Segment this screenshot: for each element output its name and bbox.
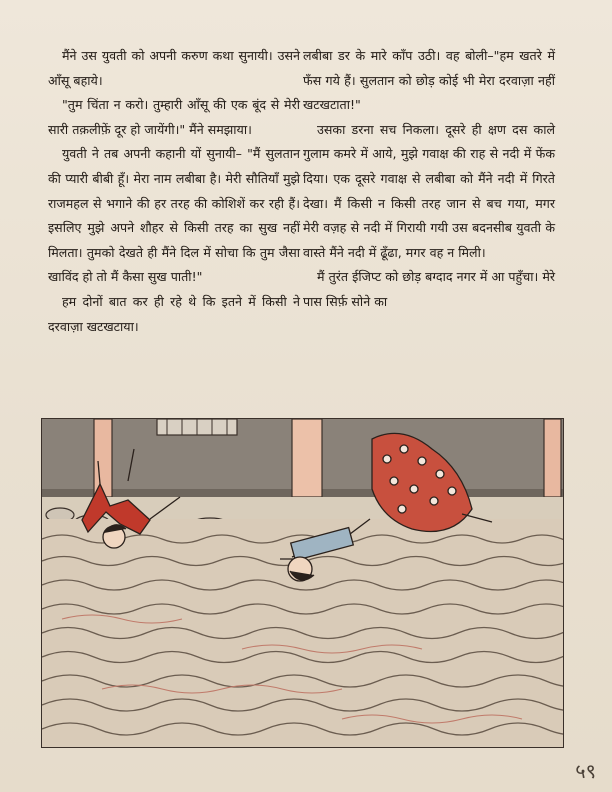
page-number: ५९ [575,759,596,783]
left-text-column [48,44,300,339]
paragraph: "तुम चिंता न करो। तुम्हारी आँसू की एक बूंद से मेरी सारी तक़लीफ़ें दूर हो जायेंगी।" मैंने समझाया। [48,97,300,137]
story-illustration [41,418,564,748]
paragraph: मैंने उस युवती को अपनी करुण कथा सुनायी। उसने आँसू बहाये। [48,48,300,88]
pillar [544,419,561,497]
river-scene-drawing [42,419,563,747]
paragraph: मैं तुरंत ईजिप्ट को छोड़ बग्दाद नगर में आ पहुँचा। मेरे पास सिर्फ़ सोने का [303,269,555,309]
pillar [94,419,112,497]
paragraph: युवती ने तब अपनी कहानी यों सुनायी– "मैं सुलतान की प्यारी बीबी हूँ। मेरा नाम लबीबा है। मेरी सौतियाँ मुझे राजमहल से भगाने की हर तरह की कोशिशें कर रही हैं। इसलिए मुझे अपने शौहर से किसी तरह का सुख नहीं मिलता। तुमको देखते ही मैंने दिल में सोचा कि तुम जैसा खाविंद हो तो मैं कैसा सुख पाती!" [48,146,300,285]
paragraph: उसका डरना सच निकला। दूसरे ही क्षण दस काले गुलाम कमरे में आये, मुझे गवाक्ष की राह से नदी में फेंक दिया। एक दूसरे गवाक्ष से लबीबा को मैंने नदी में गिरते देखा। मैं किसी न किसी तरह जान से बच गया, मगर मेरी वज़ह से नदी में गिरायी गयी उस बदनसीब युवती के वास्ते मैंने नदी में ढूँढा, मगर वह न मिली। [303,121,555,260]
right-text-column [303,44,555,315]
paragraph: लबीबा डर के मारे काँप उठी। वह बोली–"हम खतरे में फँस गये हैं। सुलतान को छोड़ कोई भी मेरा दरवाज़ा नहीं खटखटाता!" [303,48,555,113]
paragraph: हम दोनों बात कर ही रहे थे कि इतने में किसी ने दरवाज़ा खटखटाया। [48,293,300,334]
pillar [292,419,322,497]
